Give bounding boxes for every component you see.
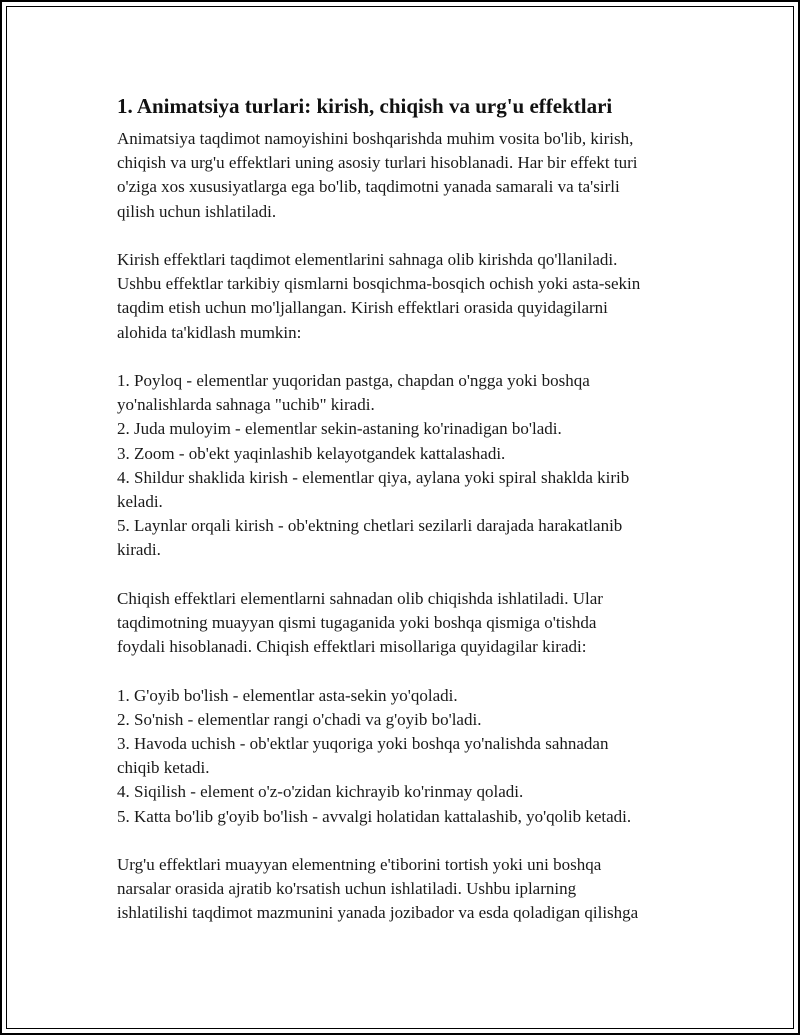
text-line: Chiqish effektlari elementlarni sahnadan olib chiqishda ishlatiladi. Ular (117, 588, 603, 608)
text-line: keladi. (117, 492, 163, 512)
list-item (117, 708, 707, 732)
list-item (117, 780, 707, 804)
text-line: taqdimotning muayyan qismi tugaganida yoki boshqa qismiga o'tishda (117, 613, 597, 633)
text-line: 5. Laynlar orqali kirish - ob'ektning chetlari sezilarli darajada harakatlanib (117, 516, 623, 536)
text-line: narsalar orasida ajratib ko'rsatish uchun ishlatiladi. Ushbu iplarning (117, 879, 577, 899)
text-line: kiradi. (117, 540, 161, 560)
entry-effects-paragraph (117, 248, 707, 345)
text-line: foydali hisoblanadi. Chiqish effektlari misollariga quyidagilar kiradi: (117, 637, 587, 657)
section-heading: 1. Animatsiya turlari: kirish, chiqish va urg'u effektlari (117, 94, 613, 118)
text-line: Animatsiya taqdimot namoyishini boshqarishda muhim vosita bo'lib, kirish, (117, 129, 634, 148)
exit-effects-list (117, 684, 707, 829)
text-line: 4. Shildur shaklida kirish - elementlar qiya, aylana yoki spiral shaklda kirib (117, 467, 630, 487)
intro-paragraph (117, 127, 707, 224)
text-line: Urg'u effektlari muayyan elementning e'tiborini tortish yoki uni boshqa (117, 855, 602, 875)
text-line: taqdim etish uchun mo'ljallangan. Kirish effektlari orasida quyidagilarni (117, 298, 608, 318)
text-line: 2. So'nish - elementlar rangi o'chadi va g'oyib bo'ladi. (117, 709, 482, 729)
text-line: chiqib ketadi. (117, 758, 210, 778)
list-item (117, 369, 707, 417)
text-line: 1. Poyloq - elementlar yuqoridan pastga, chapdan o'ngga yoki boshqa (117, 371, 590, 390)
text-line: 5. Katta bo'lib g'oyib bo'lish - avvalgi holatidan kattalashib, yo'qolib ketadi. (117, 806, 632, 826)
text-line: qilish uchun ishlatiladi. (117, 201, 277, 221)
list-item (117, 684, 707, 708)
list-item (117, 732, 707, 780)
text-line: Kirish effektlari taqdimot elementlarini sahnaga olib kirishda qo'llaniladi. (117, 250, 618, 269)
list-item (117, 514, 707, 562)
text-line: 1. G'oyib bo'lish - elementlar asta-sekin yo'qoladi. (117, 685, 458, 705)
text-line: 2. Juda muloyim - elementlar sekin-astaning ko'rinadigan bo'ladi. (117, 419, 562, 439)
text-line: Ushbu effektlar tarkibiy qismlarni bosqichma-bosqich ochish yoki asta-sekin (117, 274, 641, 294)
emphasis-effects-paragraph (117, 853, 707, 926)
list-item (117, 466, 707, 514)
list-item (117, 417, 707, 441)
text-line: chiqish va urg'u effektlari uning asosiy turlari hisoblanadi. Har bir effekt turi (117, 153, 638, 173)
document-body (117, 92, 707, 950)
entry-effects-list (117, 369, 707, 563)
text-line: yo'nalishlarda sahnaga "uchib" kiradi. (117, 395, 375, 415)
list-item (117, 442, 707, 466)
text-line: ishlatilishi taqdimot mazmunini yanada jozibador va esda qoladigan qilishga (117, 903, 639, 923)
list-item (117, 805, 707, 829)
text-line: o'ziga xos xususiyatlarga ega bo'lib, taqdimotni yanada samarali va ta'sirli (117, 177, 620, 197)
text-line: alohida ta'kidlash mumkin: (117, 322, 302, 342)
exit-effects-paragraph (117, 587, 707, 660)
text-line: 3. Havoda uchish - ob'ektlar yuqoriga yoki boshqa yo'nalishda sahnadan (117, 734, 609, 754)
text-line: 4. Siqilish - element o'z-o'zidan kichrayib ko'rinmay qoladi. (117, 782, 524, 802)
text-line: 3. Zoom - ob'ekt yaqinlashib kelayotgandek kattalashadi. (117, 443, 506, 463)
